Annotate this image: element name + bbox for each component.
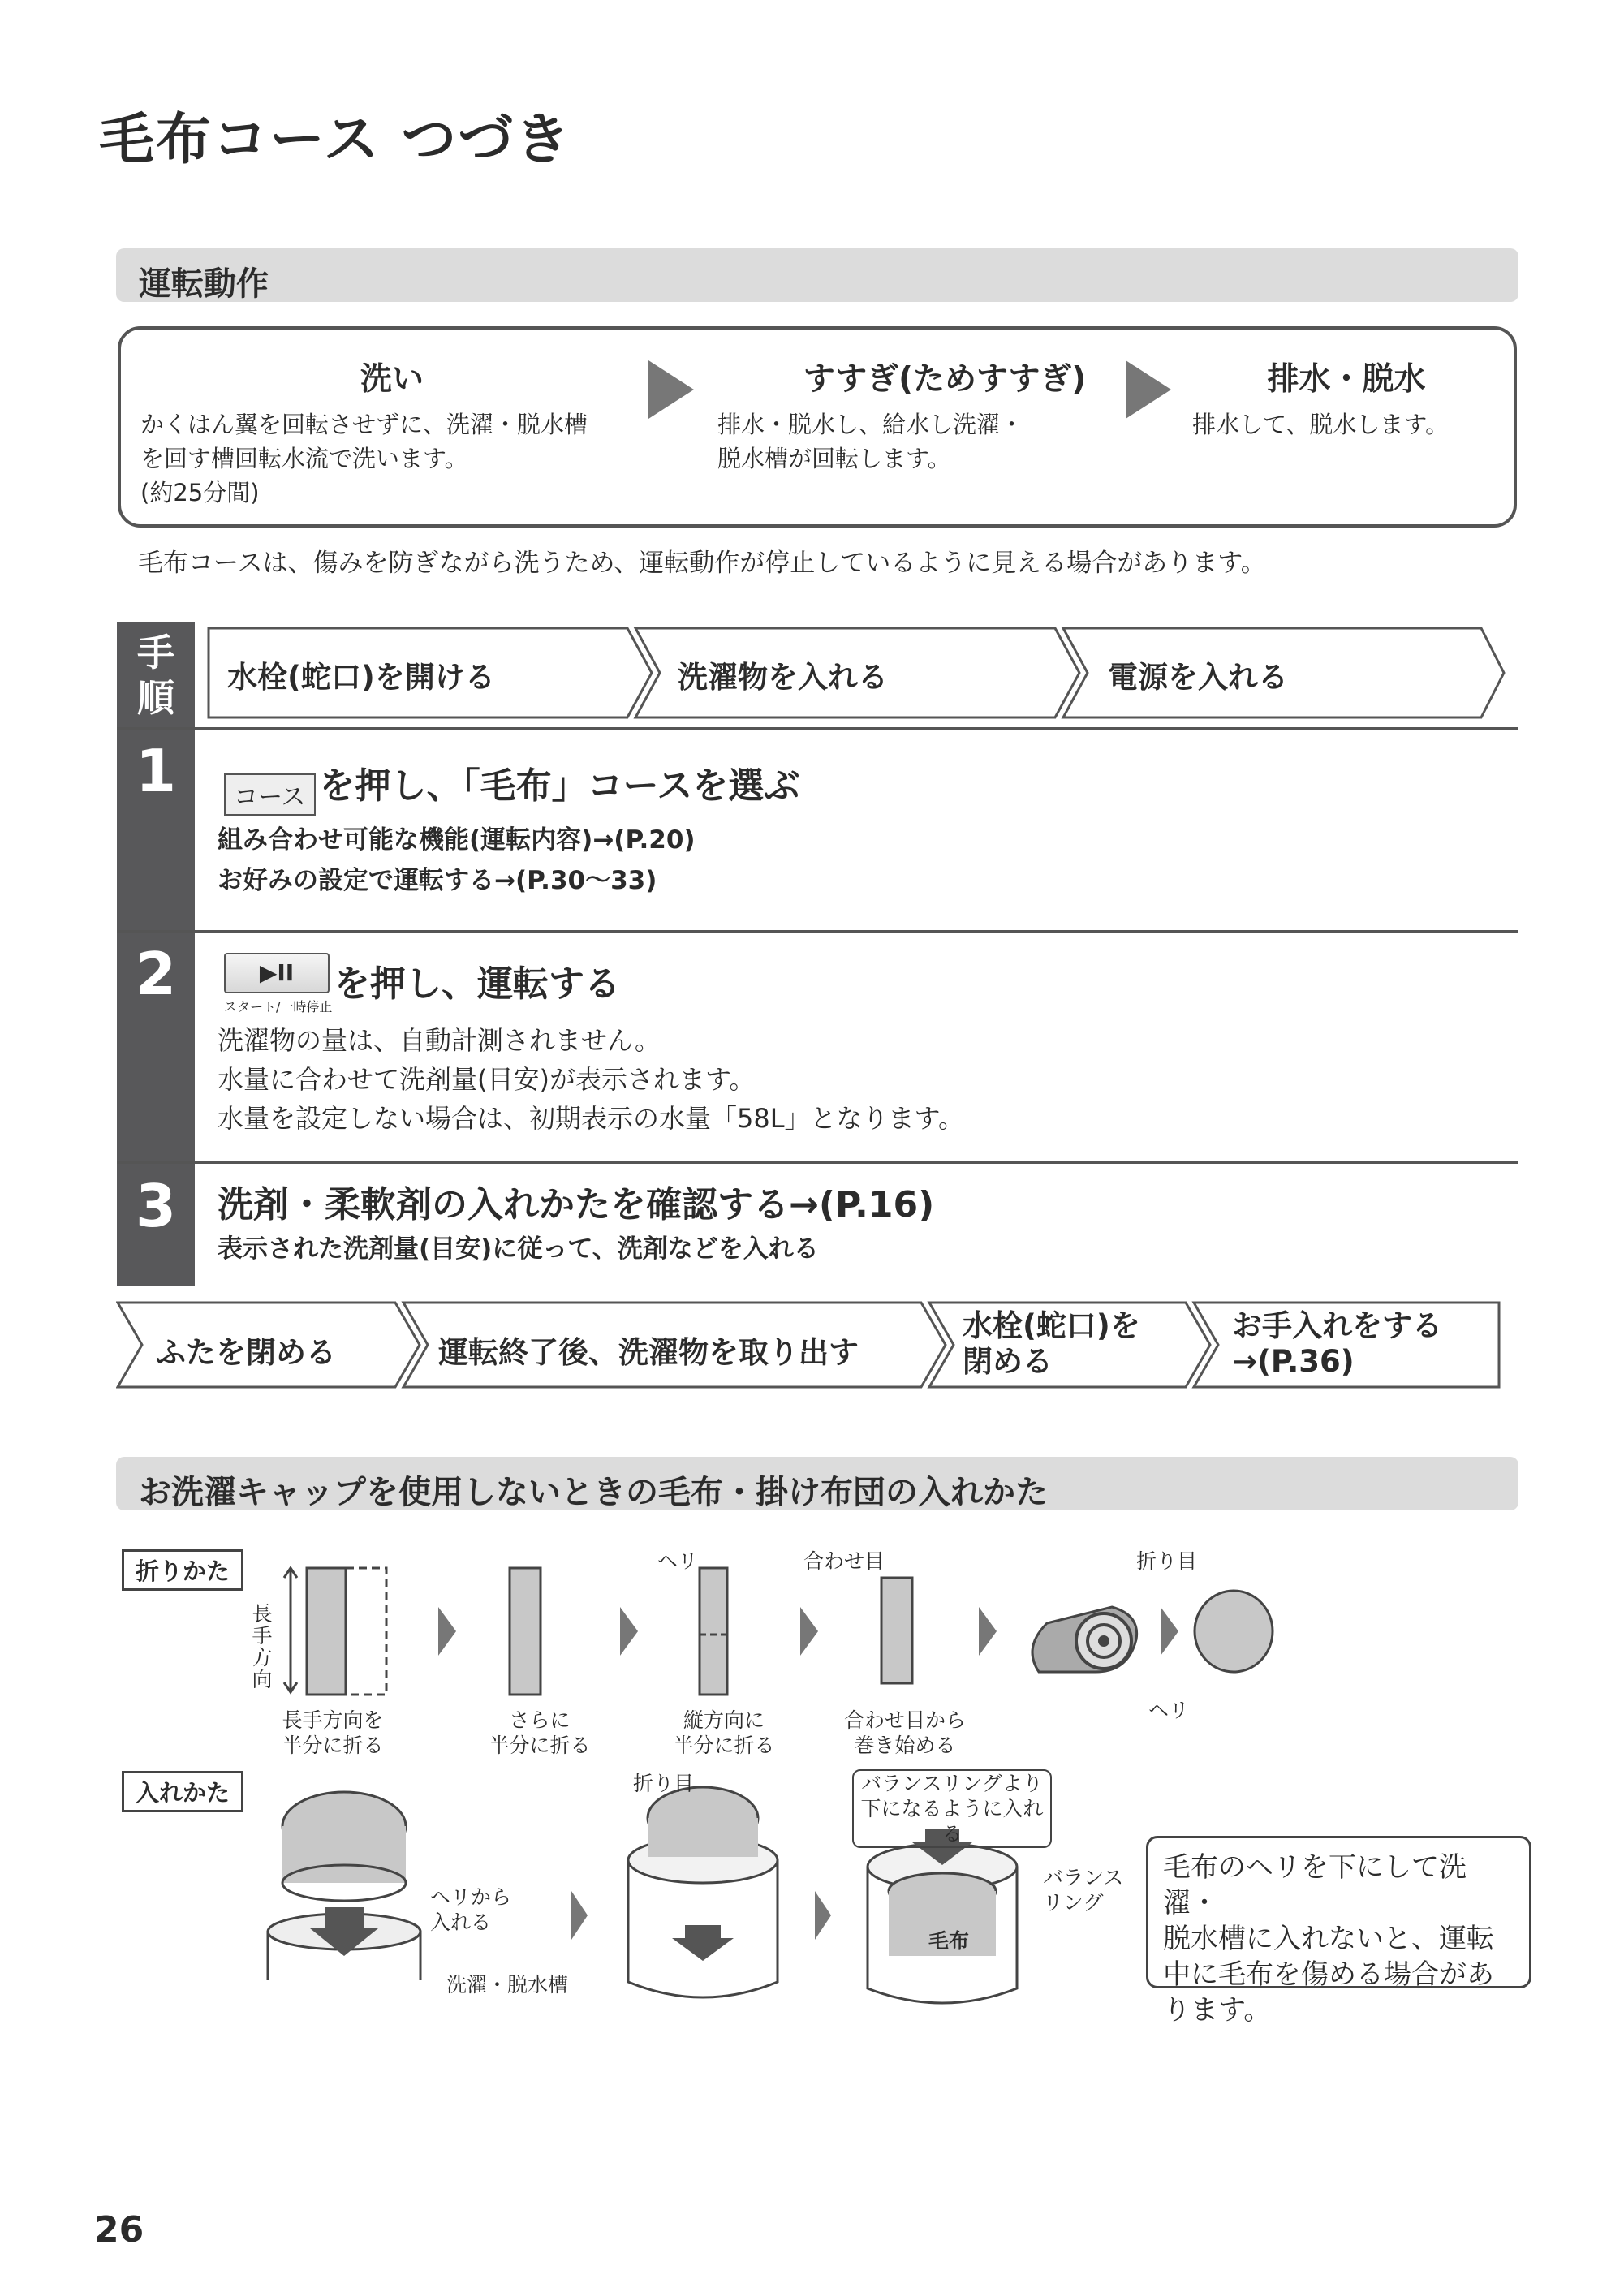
heri-label-2: ヘリ	[1148, 1699, 1190, 1722]
step-3-title: 洗剤・柔軟剤の入れかたを確認する→(P.16)	[218, 1184, 935, 1226]
pre-step-power: 電源を入れる	[1108, 660, 1288, 695]
page-number: 26	[94, 2209, 144, 2251]
section-header-operation: 運転動作	[116, 248, 1518, 302]
long-direction-label: 長 手 方 向	[252, 1602, 273, 1691]
heri-label: ヘリ	[657, 1549, 699, 1573]
fold-tag: 折りかた	[122, 1549, 243, 1591]
fold-step-2: さらに 半分に折る	[489, 1708, 591, 1757]
post-step-close-lid: ふたを閉める	[156, 1335, 336, 1370]
balance-ring-label: バランス リング	[1043, 1866, 1124, 1915]
arrow-right-icon	[1126, 360, 1171, 419]
operation-note: 毛布コースは、傷みを防ぎながら洗うため、運転動作が停止しているように見える場合があります。	[138, 549, 1266, 578]
pre-step-open-tap: 水栓(蛇口)を開ける	[227, 660, 495, 695]
orime-label-2: 折り目	[633, 1772, 695, 1795]
step-2-details: 洗濯物の量は、自動計測されません。 水量に合わせて洗剤量(目安)が表示されます。 水量を設定しない場合は、初期表示の水量「58L」となります。	[218, 1025, 964, 1134]
folding-illustration	[268, 1550, 1307, 1712]
insert-tag: 入れかた	[122, 1771, 243, 1812]
arrow-right-icon	[648, 360, 694, 419]
heri-kara-label: ヘリから 入れる	[430, 1885, 512, 1934]
fold-step-3: 縦方向に 半分に折る	[673, 1708, 775, 1757]
operation-box	[118, 326, 1517, 528]
procedure-tab: 手 順	[117, 622, 195, 729]
step-3-tab: 3	[117, 1164, 195, 1286]
step-1-title: コース を押し、「毛布」コースを選ぶ	[224, 756, 799, 816]
step-2-tab: 2	[117, 933, 195, 1161]
step-1-tab: 1	[117, 730, 195, 930]
page-title: 毛布コース つづき	[99, 108, 572, 172]
op-wash: 洗い かくはん翼を回転させずに、洗濯・脱水槽 を回す槽回転水流で洗います。 (約25分間)	[140, 361, 588, 506]
tub-label: 洗濯・脱水槽	[446, 1973, 569, 1997]
moufu-label: 毛布	[928, 1929, 970, 1953]
fold-step-4: 合わせ目から 巻き始める	[843, 1708, 966, 1757]
post-step-maintenance: お手入れをする →(P.36)	[1232, 1308, 1442, 1379]
post-step-remove: 運転終了後、洗濯物を取り出す	[438, 1335, 859, 1370]
fold-step-1: 長手方向を 半分に折る	[282, 1708, 384, 1757]
caution-note: 毛布のヘリを下にして洗濯・ 脱水槽に入れないと、運転 中に毛布を傷める場合があ ります。	[1146, 1836, 1531, 1988]
awaseme-label: 合わせ目	[803, 1549, 885, 1573]
balance-note: バランスリングより 下になるように入れる	[852, 1769, 1052, 1848]
post-step-close-tap: 水栓(蛇口)を 閉める	[963, 1308, 1140, 1379]
op-rinse: すすぎ(ためすすぎ) 排水・脱水し、給水し洗濯・ 脱水槽が回転します。	[717, 361, 1087, 472]
course-button: コース	[224, 773, 316, 816]
start-pause-caption: スタート/一時停止	[224, 999, 333, 1014]
start-pause-button: ▶II	[224, 953, 330, 993]
section-header-blanket: お洗濯キャップを使用しないときの毛布・掛け布団の入れかた	[116, 1457, 1518, 1510]
step-1-details: 組み合わせ可能な機能(運転内容)→(P.20) お好みの設定で運転する→(P.30～33)	[218, 825, 696, 895]
op-spin: 排水・脱水 排水して、脱水します。	[1192, 361, 1450, 438]
orime-label: 折り目	[1136, 1549, 1198, 1573]
pre-step-load: 洗濯物を入れる	[678, 660, 888, 695]
step-2-title: を押し、運転する	[334, 963, 620, 1005]
step-3-details: 表示された洗剤量(目安)に従って、洗剤などを入れる	[218, 1234, 819, 1264]
